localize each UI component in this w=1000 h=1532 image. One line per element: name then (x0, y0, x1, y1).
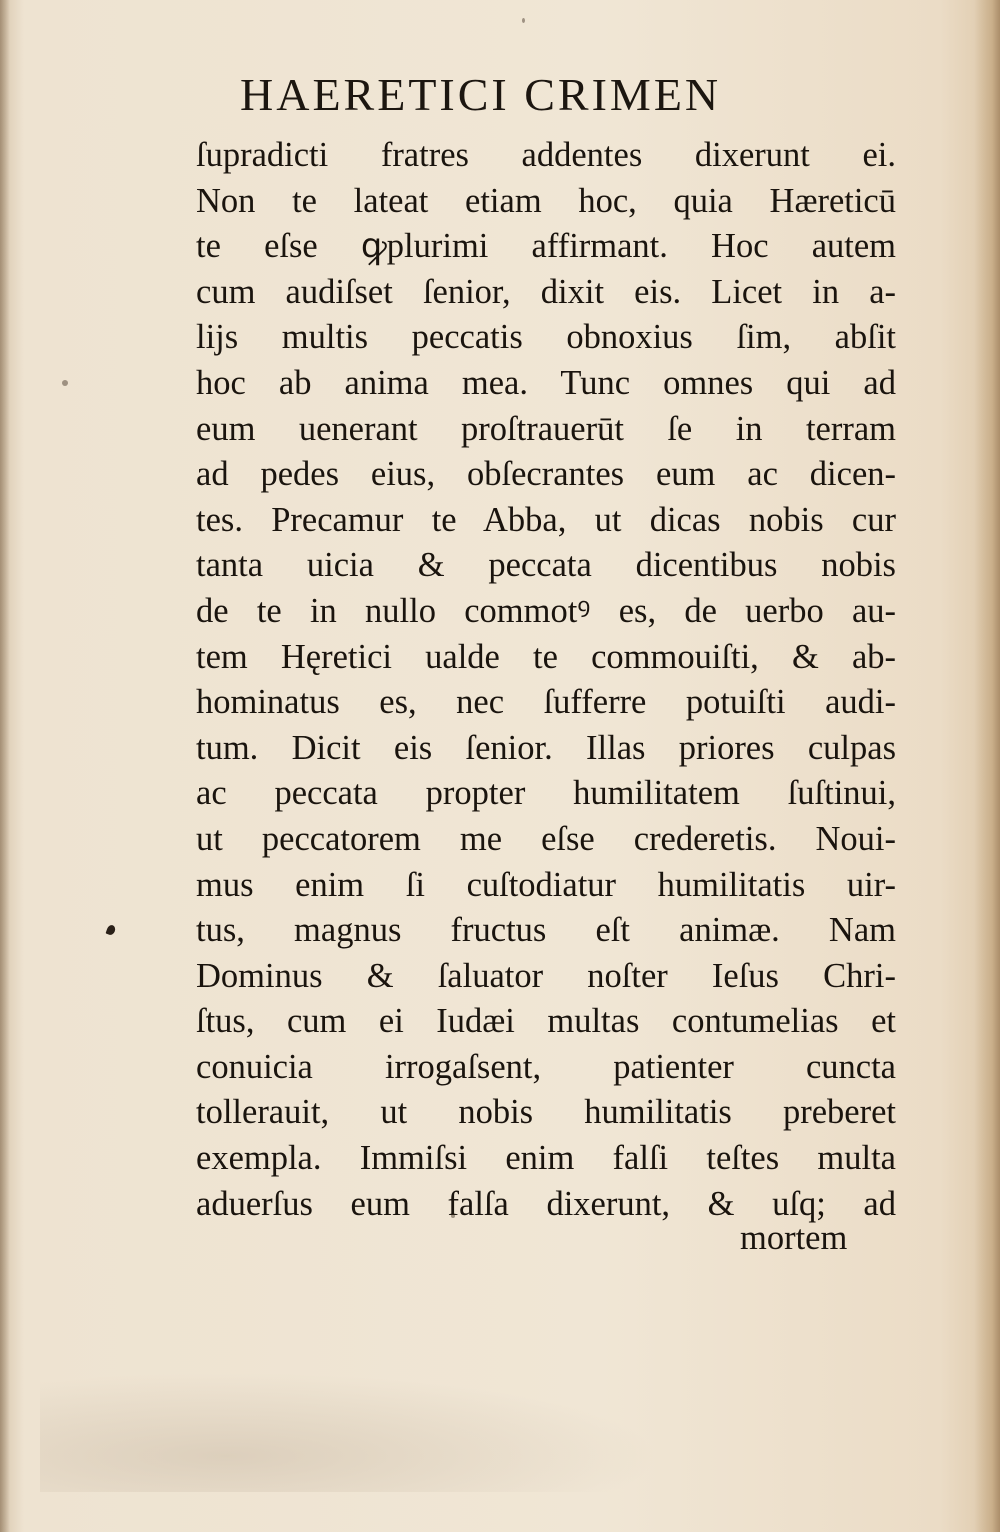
text-line: te eſse ꝙplurimi affirmant. Hoc autem (196, 227, 896, 266)
paper-stain (40, 1372, 660, 1492)
text-line: cum audiſset ſenior, dixit eis. Licet in a- (196, 272, 896, 311)
text-line: lijs multis peccatis obnoxius ſim, abſit (196, 318, 896, 357)
margin-ink-mark (106, 924, 117, 936)
page-right-edge-shadow (974, 0, 1000, 1532)
body-text (196, 133, 896, 1227)
text-line: ſupradicti fratres addentes dixerunt ei. (196, 136, 896, 174)
ink-speck (451, 1214, 455, 1218)
text-line: aduerſus eum falſa dixerunt, & uſq; ad (196, 1184, 896, 1223)
text-line: tum. Dicit eis ſenior. Illas priores culpas (196, 728, 896, 767)
text-line: tollerauit, ut nobis humilitatis preberet (196, 1093, 896, 1132)
text-line: ac peccata propter humilitatem ſuſtinui, (196, 774, 896, 813)
page-left-edge-shadow (0, 0, 10, 1532)
text-line: de te in nullo commotꝰ es, de uerbo au- (196, 591, 896, 630)
text-line: tem Hęretici ualde te commouiſti, & ab- (196, 637, 896, 676)
text-line: ut peccatorem me eſse crederetis. Noui- (196, 819, 896, 858)
text-line: exempla. Immiſsi enim falſi teſtes multa (196, 1139, 896, 1178)
text-line: Dominus & ſaluator noſter Ieſus Chri- (196, 956, 896, 995)
ink-speck (522, 18, 525, 23)
text-line: eum uenerant proſtrauerūt ſe in terram (196, 409, 896, 448)
catchword: mortem (740, 1219, 848, 1257)
text-line: tanta uicia & peccata dicentibus nobis (196, 546, 896, 585)
ink-speck (62, 380, 68, 386)
text-line: conuicia irrogaſsent, patienter cuncta (196, 1047, 896, 1086)
text-line: mus enim ſi cuſtodiatur humilitatis uir- (196, 865, 896, 904)
text-line: Non te lateat etiam hoc, quia Hæreticū (196, 181, 896, 220)
text-line: ad pedes eius, obſecrantes eum ac dicen- (196, 455, 896, 494)
running-head: HAERETICI CRIMEN (240, 69, 722, 120)
text-line: hoc ab anima mea. Tunc omnes qui ad (196, 363, 896, 402)
text-line: hominatus es, nec ſufferre potuiſti audi- (196, 683, 896, 722)
text-line: tus, magnus fructus eſt animæ. Nam (196, 911, 896, 950)
text-line: ſtus, cum ei Iudæi multas contumelias et (196, 1002, 896, 1041)
text-line: tes. Precamur te Abba, ut dicas nobis cur (196, 500, 896, 539)
